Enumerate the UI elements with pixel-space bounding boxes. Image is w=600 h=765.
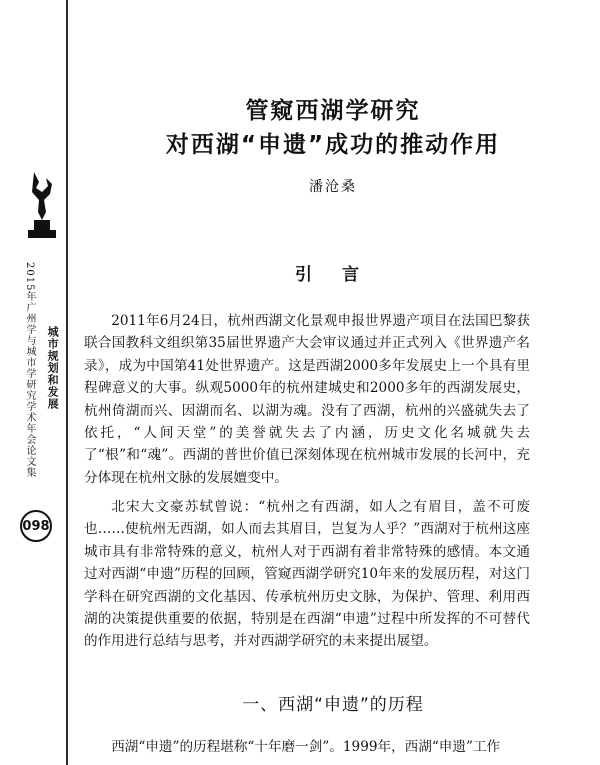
section-label: 城市规划和发展	[46, 326, 60, 410]
article-title-line1: 管窥西湖学研究	[245, 98, 421, 124]
paragraph-2: 北宋大文豪苏轼曾说：“杭州之有西湖，如人之有眉目，盖不可废也……使杭州无西湖，如人而去其眉目，岂复为人乎？”西湖对于杭州这座城市具有非常特殊的意义，杭州人对于西湖有着非常特殊的感情。本文通过对西湖“申遗”历程的回顾，管窥西湖学研究10年来的发展历程，对这门学科在研究西湖的文化基因、传承杭州历史文脉，为保护、管理、利用西湖的决策提供重要的依据，特别是在西湖“申遗”过程中所发挥的不可替代的作用进行总结与思考，并对西湖学研究的未来提出展望。	[84, 499, 530, 650]
intro-heading: 引 言	[295, 265, 371, 285]
series-title: 2015年广州学与城市学研究学术年会论文集	[24, 262, 35, 479]
margin-rule	[66, 0, 68, 765]
page-number: 098	[20, 510, 52, 542]
author-name: 潘沧桑	[309, 179, 357, 195]
article-title-line2: 对西湖“申遗”成功的推动作用	[165, 132, 501, 158]
paragraph-1: 2011年6月24日，杭州西湖文化景观申报世界遗产项目在法国巴黎获联合国教科文组织第35届世界遗产大会审议通过并正式列入《世界遗产名录》，成为中国第41处世界遗产。这是西湖2000多年发展史上一个具有里程碑意义的大事。纵观5000年的杭州建城史和2000多年的西湖发展史，杭州倚湖而兴、因湖而名、以湖为魂。没有了西湖，杭州的兴盛就失去了依托，“人间天堂”的美誉就失去了内涵，历史文化名城就失去了“根”和“魂”。西湖的普世价值已深刻体现在杭州城市发展的长河中，充分体现在杭州文脉的发展嬗变中。	[84, 313, 530, 486]
section-heading: 一、西湖“申遗”的历程	[242, 695, 424, 715]
statue-icon	[22, 168, 62, 240]
section-first-line: 西湖“申遗”的历程堪称“十年磨一剑”。1999年，西湖“申遗”工作	[111, 739, 501, 755]
